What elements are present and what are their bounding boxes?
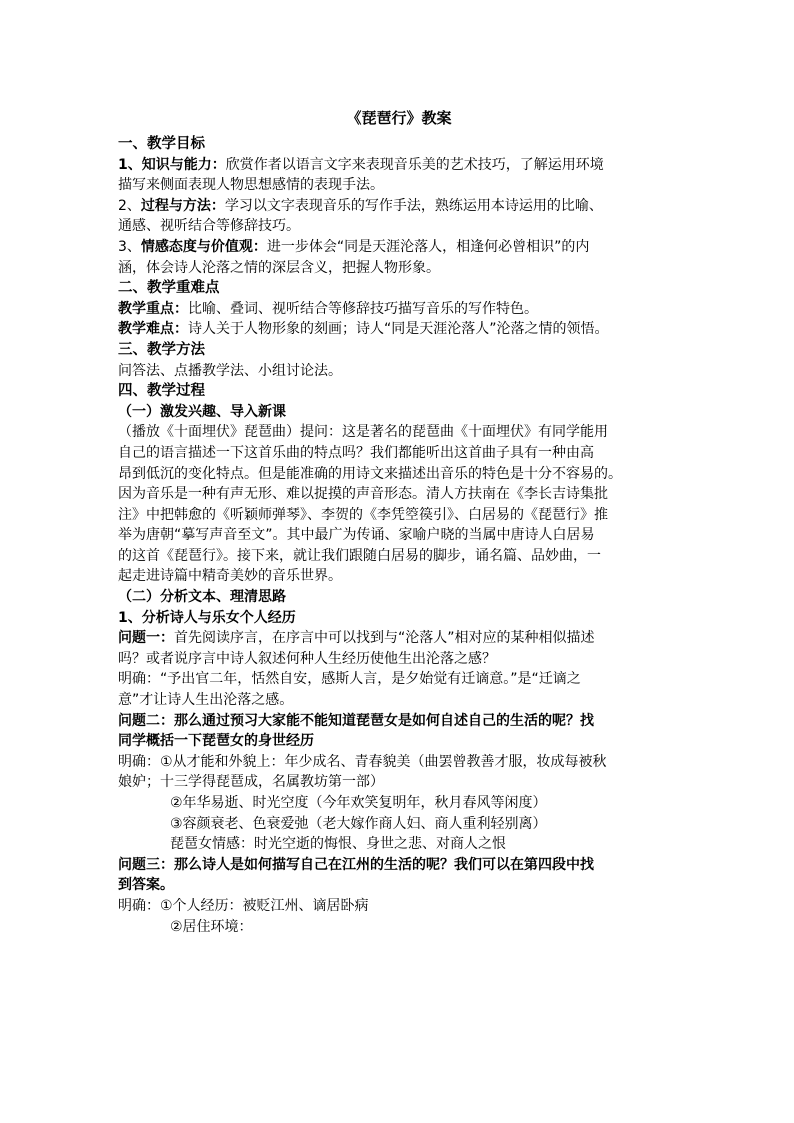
- answer-2-line-1: 明确：①从才能和外貌上：年少成名、青春貌美（曲罢曾教善才服，妆成每被秋: [118, 753, 607, 770]
- key-point-label: 教学重点：: [118, 300, 188, 317]
- section-heading-objectives: 一、教学目标: [118, 136, 205, 152]
- answer-2-line-3: ②年华易逝、时光空度（今年欢笑复明年，秋月春风等闲度）: [170, 795, 547, 811]
- analysis-item-1-heading: 1、分析诗人与乐女个人经历: [118, 609, 296, 626]
- question-1-line-1: [118, 628, 680, 649]
- objective-3-prefix: 3、: [118, 238, 141, 255]
- methods-text: 问答法、点播教学法、小组讨论法。: [118, 362, 342, 379]
- section-heading-process: 四、教学过程: [118, 383, 205, 400]
- objective-1-label: 1、知识与能力：: [118, 156, 226, 173]
- difficulty-text: 诗人关于人物形象的刻画；诗人“同是天涯沦落人”沦落之情的领悟。: [188, 321, 609, 338]
- answer-2-line-4: ③容颜衰老、色衰爱弛（老大嫁作商人妇、商人重利轻别离）: [170, 815, 547, 832]
- objective-1-line-2: 描写来侧面表现人物思想感情的表现手法。: [118, 177, 384, 194]
- question-2-line-1: 问题二：那么通过预习大家能不能知道琵琶女是如何自述自己的生活的呢？找: [118, 712, 594, 729]
- difficulty-label: 教学难点：: [118, 321, 188, 338]
- intro-paragraph-line-8: 起走进诗篇中精奇美妙的音乐世界。: [118, 568, 342, 585]
- objective-2-line-2: 通感、视听结合等修辞技巧。: [118, 218, 300, 235]
- section-heading-methods: 三、教学方法: [118, 341, 205, 358]
- objective-2-label: 过程与方法：: [140, 197, 225, 214]
- intro-paragraph-line-7: 的这首《琵琶行》。接下来，就让我们跟随白居易的脚步，诵名篇、品妙曲，一: [118, 547, 601, 564]
- question-3-line-1: 问题三：那么诗人是如何描写自己在江州的生活的呢？我们可以在第四段中找: [118, 856, 594, 873]
- objective-3-text: 进一步体会“同是天涯沦落人，相逢何必曾相识”的内: [266, 238, 590, 255]
- question-3-line-2: 到答案。: [118, 877, 174, 894]
- difficulty-line: [118, 319, 680, 340]
- question-1-label: 问题一：: [118, 630, 174, 647]
- key-point-line: [118, 299, 680, 320]
- question-1-line-2: 吗？或者说序言中诗人叙述何种人生经历使他生出沦落之感？: [118, 650, 496, 667]
- objective-1-text: 欣赏作者以语言文字来表现音乐美的艺术技巧，了解运用环境: [225, 156, 604, 173]
- intro-paragraph-line-2: 自己的语言描述一下这首乐曲的特点吗？我们都能听出这首曲子具有一种由高: [118, 444, 594, 461]
- answer-1-line-2: 意”才让诗人生出沦落之感。: [118, 692, 294, 709]
- answer-1-line-1: 明确：“予出官二年，恬然自安，感斯人言，是夕始觉有迁谪意。”是“迁谪之: [118, 671, 581, 688]
- subsection-intro: （一）激发兴趣、导入新课: [118, 403, 286, 420]
- question-2-line-2: 同学概括一下琵琶女的身世经历: [118, 733, 314, 750]
- answer-2-line-2: 娘妒；十三学得琵琶成，名属教坊第一部）: [118, 774, 384, 791]
- answer-3-line-1: 明确：①个人经历：被贬江州、谪居卧病: [118, 897, 369, 914]
- objective-1-line-1: [118, 155, 680, 176]
- page-title: 《琵琶行》教案: [346, 109, 452, 127]
- section-heading-key-points: 二、教学重难点: [118, 280, 220, 297]
- key-point-text: 比喻、叠词、视听结合等修辞技巧描写音乐的写作特色。: [188, 300, 538, 317]
- objective-3-line-1: [118, 237, 680, 258]
- intro-paragraph-line-4: 因为音乐是一种有声无形、难以捉摸的声音形态。清人方扶南在《李长吉诗集批: [118, 486, 608, 503]
- intro-paragraph-line-1: （播放《十面埋伏》琵琶曲）提问：这是著名的琵琶曲《十面埋伏》有同学能用: [118, 424, 608, 441]
- intro-paragraph-line-6: 举为唐朝“摹写声音至文”。其中最广为传诵、家喻户晓的当属中唐诗人白居易: [118, 527, 595, 544]
- question-1-text: 首先阅读序言，在序言中可以找到与“沦落人”相对应的某种相似描述: [174, 630, 595, 647]
- subsection-analysis: （二）分析文本、理清思路: [118, 589, 286, 606]
- objective-3-line-2: 涵，体会诗人沦落之情的深层含义，把握人物形象。: [118, 259, 440, 276]
- objective-2-prefix: 2、: [118, 197, 141, 214]
- intro-paragraph-line-3: 昂到低沉的变化特点。但是能准确的用诗文来描述出音乐的特色是十分不容易的。: [118, 465, 622, 482]
- answer-3-line-2: ②居住环境：: [170, 918, 253, 935]
- objective-2-text: 学习以文字表现音乐的写作手法，熟练运用本诗运用的比喻、: [224, 197, 603, 214]
- document-body: [118, 108, 680, 937]
- answer-2-line-5: 琵琶女情感：时光空逝的悔恨、身世之悲、对商人之恨: [170, 836, 506, 853]
- objective-2-line-1: [118, 196, 680, 217]
- objective-3-label: 情感态度与价值观：: [140, 238, 267, 255]
- intro-paragraph-line-5: 注》中把韩愈的《听颖师弹琴》、李贺的《李凭箜篌引》、白居易的《琵琶行》推: [118, 506, 608, 523]
